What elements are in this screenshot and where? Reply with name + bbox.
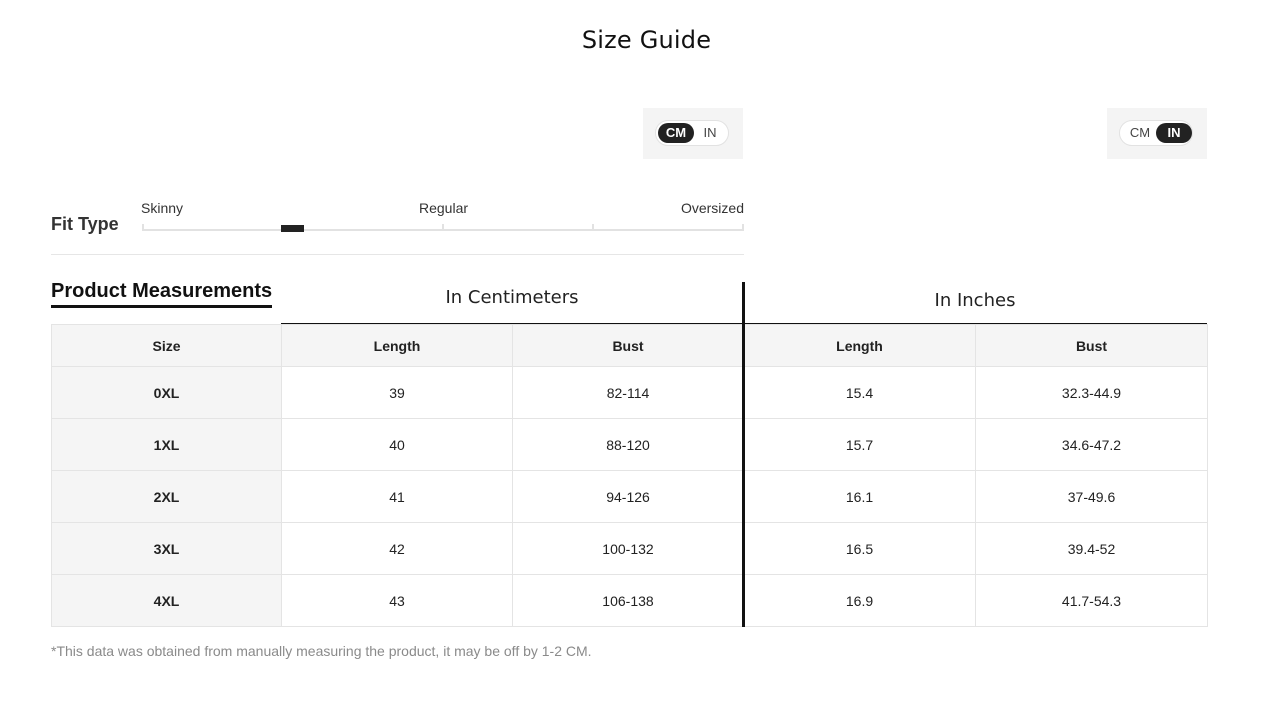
column-header-cm-length: Length [282,325,513,367]
cm-bust-cell: 94-126 [513,471,744,523]
size-cell: 3XL [52,523,282,575]
cm-length-cell: 42 [282,523,513,575]
cm-bust-cell: 88-120 [513,419,744,471]
unit-column-divider [742,282,745,627]
table-header-row [52,325,1208,367]
size-cell: 1XL [52,419,282,471]
in-length-cell: 16.9 [744,575,976,627]
cm-length-cell: 41 [282,471,513,523]
unit-option-cm[interactable]: CM [1129,125,1151,140]
size-cell: 0XL [52,367,282,419]
column-header-in-bust: Bust [976,325,1208,367]
column-header-cm-bust: Bust [513,325,744,367]
size-cell: 2XL [52,471,282,523]
group-header-inches: In Inches [743,283,1207,326]
fit-type-label: Fit Type [51,214,119,234]
table-row [52,575,1208,627]
fit-tick-skinny: Skinny [141,200,184,216]
table-row [52,471,1208,523]
table-row [52,367,1208,419]
group-header-centimeters: In Centimeters [281,283,743,326]
fit-scale-tick [442,224,444,231]
product-measurements-title: Product Measurements [51,280,272,308]
in-length-cell: 16.5 [744,523,976,575]
cm-length-cell: 40 [282,419,513,471]
cm-length-cell: 43 [282,575,513,627]
fit-scale-tick [742,224,744,231]
column-header-size: Size [52,325,282,367]
table-row [52,419,1208,471]
in-bust-cell: 34.6-47.2 [976,419,1208,471]
column-header-in-length: Length [744,325,976,367]
size-cell: 4XL [52,575,282,627]
fit-scale-tick [142,224,144,231]
cm-bust-cell: 100-132 [513,523,744,575]
fit-scale-tick [592,224,594,231]
fit-tick-regular: Regular [419,200,469,216]
section-divider [51,254,744,255]
in-length-cell: 16.1 [744,471,976,523]
in-bust-cell: 41.7-54.3 [976,575,1208,627]
in-length-cell: 15.4 [744,367,976,419]
unit-toggle[interactable] [655,120,729,146]
fit-type-marker [281,225,304,232]
unit-option-in[interactable]: IN [1156,123,1192,143]
in-bust-cell: 37-49.6 [976,471,1208,523]
unit-option-in[interactable]: IN [703,125,717,140]
in-length-cell: 15.7 [744,419,976,471]
measurements-table [51,324,1208,627]
cm-bust-cell: 82-114 [513,367,744,419]
cm-bust-cell: 106-138 [513,575,744,627]
cm-length-cell: 39 [282,367,513,419]
table-row [52,523,1208,575]
in-bust-cell: 32.3-44.9 [976,367,1208,419]
page-title: Size Guide [581,26,712,54]
measurement-footnote: *This data was obtained from manually measuring the product, it may be off by 1-2 CM. [51,643,592,659]
in-bust-cell: 39.4-52 [976,523,1208,575]
unit-toggle-box-cm-table [643,108,743,159]
unit-option-cm[interactable]: CM [658,123,694,143]
fit-tick-oversized: Oversized [680,200,744,216]
unit-toggle-box-in-table [1107,108,1207,159]
unit-toggle[interactable] [1119,120,1193,146]
